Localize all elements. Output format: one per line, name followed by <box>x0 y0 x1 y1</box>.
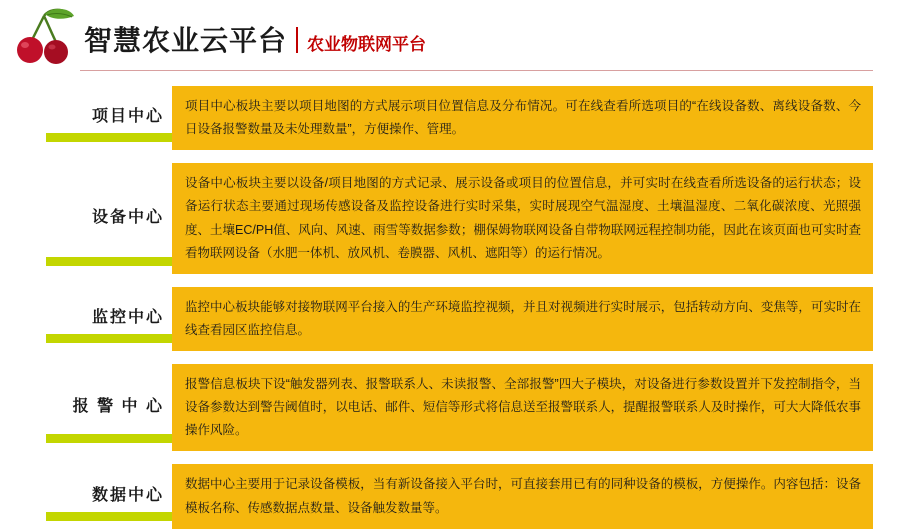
section-body-device-center <box>172 163 873 274</box>
page-header <box>0 0 897 78</box>
label-highlight-bar <box>46 434 172 443</box>
title-divider <box>296 27 298 53</box>
page-title <box>84 24 426 55</box>
label-highlight-bar <box>46 334 172 343</box>
section-label-text: 数据中心 <box>91 486 164 504</box>
section-label-text: 设备中心 <box>91 208 164 226</box>
section-body-monitor-center <box>172 287 873 351</box>
section-body-text: 数据中心主要用于记录设备模板，当有新设备接入平台时，可直接套用已有的同种设备的模板，方便操作。内容包括：设备模板名称、传感数据点数量、设备触发数量等。 <box>185 477 861 515</box>
cherry-icon <box>14 6 78 70</box>
section-list <box>0 78 897 529</box>
section-label-text: 监控中心 <box>91 308 164 326</box>
section-body-text: 设备中心板块主要以设备/项目地图的方式记录、展示设备或项目的位置信息，并可实时在线查看所选设备的运行状态；设备运行状态主要通过现场传感设备及监控设备进行实时采集，实时展现空气温湿度、土壤温湿度、二氧化碳浓度、光照强度、土壤EC/PH值、风向、风速、雨雪等数据参数；棚保姆物联网设备自带物联网远程控制功能，因此在该页面也可实时查看物联网设备（水肥一体机、放风机、卷膜器、风机、遮阳等）的运行情况。 <box>185 176 861 260</box>
section-row <box>24 287 873 351</box>
section-row <box>24 86 873 150</box>
section-body-text: 项目中心板块主要以项目地图的方式展示项目位置信息及分布情况。可在线查看所选项目的“在线设备数、离线设备数、今日设备报警数量及未处理数量”，方便操作、管理。 <box>185 99 861 137</box>
section-body-project-center <box>172 86 873 150</box>
section-label-device-center <box>24 163 172 274</box>
section-row <box>24 364 873 451</box>
title-subtitle: 农业物联网平台 <box>307 35 427 54</box>
section-label-text: 报 警 中 心 <box>72 397 164 415</box>
section-label-monitor-center <box>24 287 172 351</box>
section-body-data-center <box>172 464 873 528</box>
section-label-project-center <box>24 86 172 150</box>
label-highlight-bar <box>46 257 172 266</box>
label-highlight-bar <box>46 512 172 521</box>
section-row <box>24 464 873 528</box>
header-divider-line <box>80 70 873 71</box>
section-body-text: 报警信息板块下设“触发器列表、报警联系人、未读报警、全部报警”四大子模块，对设备进行参数设置并下发控制指令，当设备参数达到警告阈值时，以电话、邮件、短信等形式将信息送至报警联系人，提醒报警联系人及时操作，可大大降低农事操作风险。 <box>185 377 861 438</box>
section-label-alarm-center <box>24 364 172 451</box>
section-body-alarm-center <box>172 364 873 451</box>
section-body-text: 监控中心板块能够对接物联网平台接入的生产环境监控视频，并且对视频进行实时展示，包括转动方向、变焦等，可实时在线查看园区监控信息。 <box>185 299 861 337</box>
title-main: 智慧农业云平台 <box>84 25 288 56</box>
section-label-text: 项目中心 <box>91 108 164 126</box>
label-highlight-bar <box>46 133 172 142</box>
section-label-data-center <box>24 464 172 528</box>
section-row <box>24 163 873 274</box>
